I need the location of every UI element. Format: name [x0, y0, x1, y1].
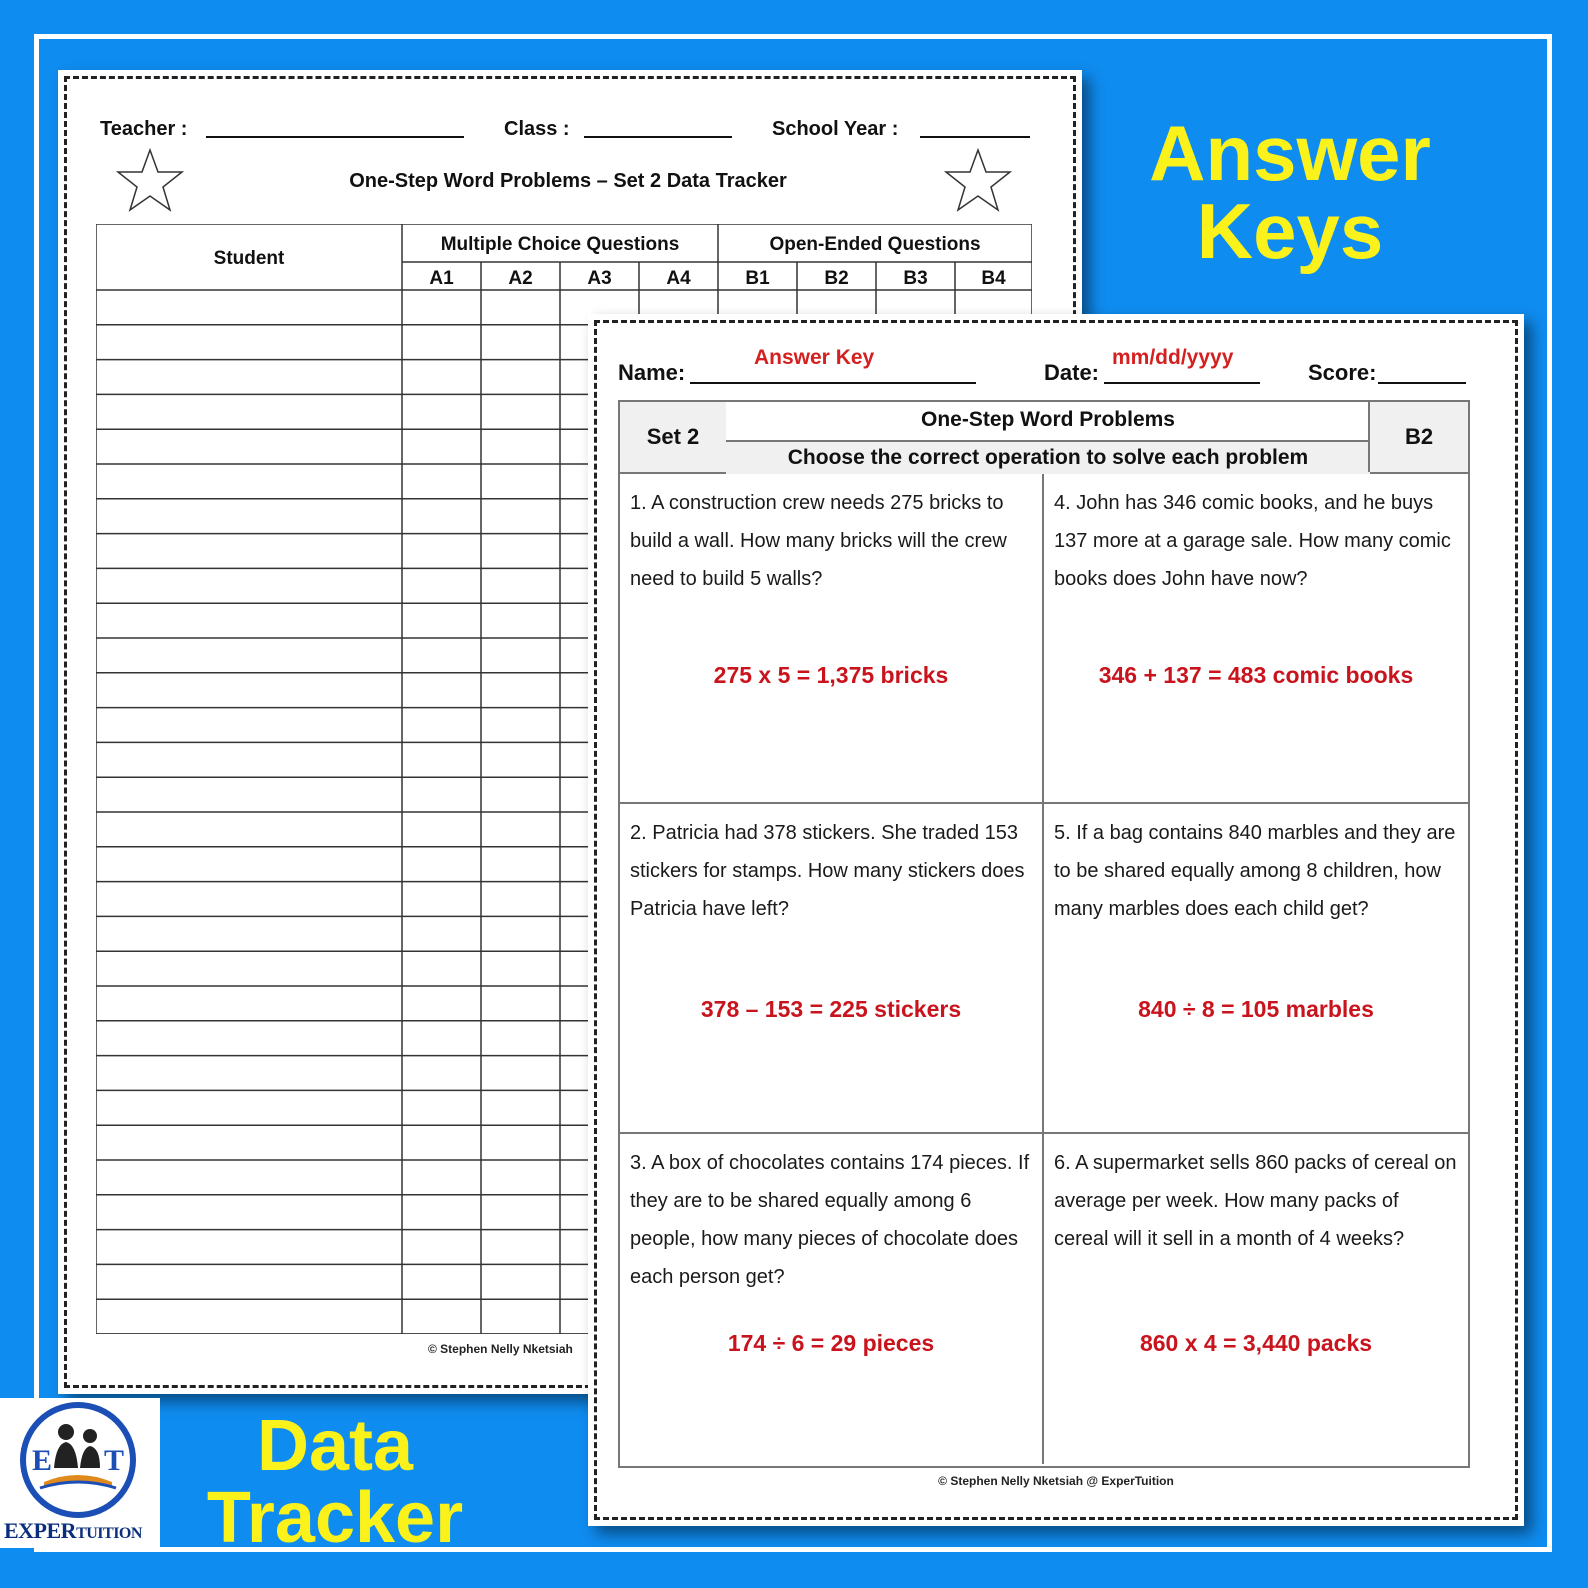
- worksheet-instruction: Choose the correct operation to solve each problem: [726, 440, 1370, 474]
- problem-answer: 378 – 153 = 225 stickers: [700, 996, 962, 1022]
- answer-key-sheet: [588, 314, 1524, 1526]
- problem-answer: 346 + 137 = 483 comic books: [1098, 662, 1414, 688]
- logo-letter-left: E: [32, 1444, 53, 1477]
- expertuition-logo: [0, 1398, 160, 1548]
- problem-question: 2. Patricia had 378 stickers. She traded 153 stickers for stamps. How many stickers does Patricia have left?: [630, 822, 1025, 920]
- problem-answer: 860 x 4 = 3,440 packs: [1139, 1330, 1373, 1356]
- title-block: [726, 402, 1370, 472]
- date-line: [1104, 382, 1260, 384]
- logo-emblem-icon: [0, 1398, 160, 1522]
- name-value: Answer Key: [754, 346, 875, 369]
- teacher-label: Teacher :: [100, 118, 188, 140]
- problem-cell: [1044, 804, 1468, 1134]
- score-label: Score:: [1308, 360, 1377, 385]
- answer-keys-label: [1140, 109, 1440, 275]
- column-header: B3: [903, 268, 928, 289]
- problem-cell: [620, 1134, 1044, 1464]
- logo-wordmark: [4, 1518, 142, 1544]
- name-line: [690, 382, 976, 384]
- column-header: A4: [666, 268, 691, 289]
- class-label: Class :: [504, 118, 570, 140]
- data-tracker-line-1: Data: [256, 1406, 414, 1486]
- answer-key-copyright: © Stephen Nelly Nketsiah @ ExperTuition: [938, 1474, 1174, 1488]
- problem-answer: 840 ÷ 8 = 105 marbles: [1138, 996, 1374, 1022]
- date-value: mm/dd/yyyy: [1112, 346, 1234, 369]
- tracker-copyright: © Stephen Nelly Nketsiah: [428, 1342, 573, 1356]
- problem-question: 1. A construction crew needs 275 bricks to build a wall. How many bricks will the crew need to build 5 walls?: [630, 492, 1007, 590]
- answer-keys-line-1: Answer: [1149, 109, 1431, 197]
- column-header: A3: [587, 268, 612, 289]
- column-header: B1: [745, 268, 770, 289]
- logo-brand-small: TUITION: [76, 1525, 142, 1542]
- logo-letter-right: T: [104, 1444, 125, 1477]
- teacher-line: [206, 136, 464, 138]
- data-tracker-line-2: Tracker: [206, 1478, 464, 1558]
- class-line: [584, 136, 732, 138]
- problem-cell: [620, 474, 1044, 804]
- worksheet-title: One-Step Word Problems: [921, 408, 1175, 431]
- worksheet-code: B2: [1368, 402, 1468, 472]
- column-header: B2: [824, 268, 849, 289]
- name-label: Name:: [618, 360, 686, 385]
- date-label: Date:: [1044, 360, 1100, 385]
- problem-grid: [618, 474, 1470, 1468]
- data-tracker-label: [190, 1406, 480, 1558]
- multiple-choice-header: Multiple Choice Questions: [440, 234, 680, 255]
- problem-question: 5. If a bag contains 840 marbles and they are to be shared equally among 8 children, how many marbles does each child get?: [1054, 822, 1456, 920]
- tracker-title: One-Step Word Problems – Set 2 Data Tracker: [349, 170, 787, 192]
- problem-question: 3. A box of chocolates contains 174 pieces. If they are to be shared equally among 6 people, how many pieces of chocolate does each person get?: [630, 1152, 1030, 1288]
- school-year-label: School Year :: [772, 118, 899, 140]
- open-ended-header: Open-Ended Questions: [769, 234, 981, 255]
- problem-answer: 174 ÷ 6 = 29 pieces: [727, 1330, 935, 1356]
- answer-keys-line-2: Keys: [1196, 187, 1384, 275]
- problem-cell: [1044, 1134, 1468, 1464]
- column-header: A1: [429, 268, 454, 289]
- score-line: [1378, 382, 1466, 384]
- logo-brand-main: EXPER: [4, 1518, 77, 1543]
- column-header: A2: [508, 268, 533, 289]
- student-header: Student: [213, 248, 285, 269]
- worksheet-header: [618, 400, 1470, 474]
- problem-answer: 275 x 5 = 1,375 bricks: [713, 662, 949, 688]
- problem-question: 4. John has 346 comic books, and he buys 137 more at a garage sale. How many comic books does John have now?: [1054, 492, 1451, 590]
- column-header: B4: [981, 268, 1006, 289]
- problem-question: 6. A supermarket sells 860 packs of cereal on average per week. How many packs of cereal will it sell in a month of 4 weeks?: [1054, 1152, 1457, 1250]
- star-icon: [116, 148, 184, 212]
- problem-cell: [620, 804, 1044, 1134]
- school-year-line: [920, 136, 1030, 138]
- set-label: Set 2: [620, 402, 728, 472]
- problem-cell: [1044, 474, 1468, 804]
